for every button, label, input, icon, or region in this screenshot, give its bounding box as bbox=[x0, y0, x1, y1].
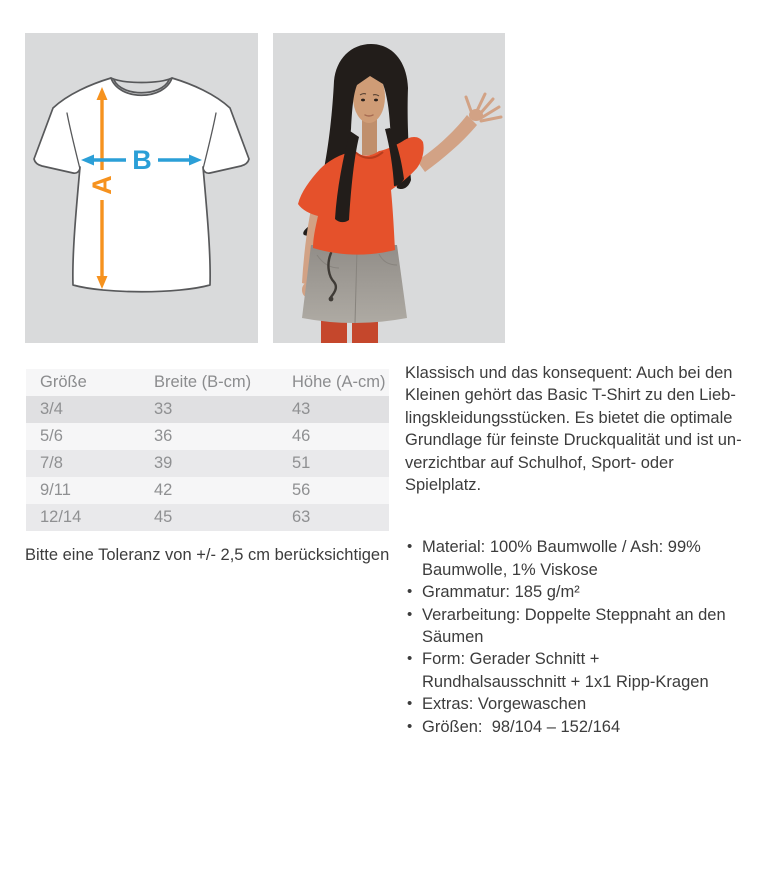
model-denim-skirt bbox=[302, 245, 407, 323]
tshirt-outline-icon bbox=[34, 78, 249, 292]
cell-width: 33 bbox=[154, 400, 173, 418]
column-header-width: Breite (B-cm) bbox=[154, 373, 252, 391]
spec-item-grammatur: • Grammatur: 185 g/m² bbox=[405, 581, 745, 603]
table-row bbox=[26, 477, 389, 504]
table-row bbox=[26, 504, 389, 531]
cell-size: 5/6 bbox=[40, 427, 63, 445]
cell-width: 39 bbox=[154, 454, 173, 472]
product-spec-list bbox=[405, 536, 745, 738]
cell-height: 46 bbox=[292, 427, 311, 445]
spec-item-form: • Form: Gerader Schnitt + Rundhalsausschnitt + 1x1 Ripp-Kragen bbox=[405, 648, 745, 693]
spec-item-material: • Material: 100% Baumwolle / Ash: 99% Baumwolle, 1% Viskose bbox=[405, 536, 745, 581]
model-raised-arm bbox=[417, 94, 501, 172]
cell-height: 56 bbox=[292, 481, 311, 499]
cell-size: 12/14 bbox=[40, 508, 82, 526]
cell-height: 63 bbox=[292, 508, 311, 526]
label-a: A bbox=[87, 175, 117, 195]
cell-size: 3/4 bbox=[40, 400, 63, 418]
tshirt-measurement-diagram bbox=[25, 33, 258, 343]
cell-width: 45 bbox=[154, 508, 173, 526]
size-table bbox=[26, 369, 389, 531]
cell-height: 43 bbox=[292, 400, 311, 418]
table-row bbox=[26, 396, 389, 423]
product-description-section bbox=[405, 362, 745, 738]
spec-item-extras: • Extras: Vorgewaschen bbox=[405, 693, 745, 715]
tolerance-note: Bitte eine Toleranz von +/- 2,5 cm berücksichtigen bbox=[25, 546, 390, 564]
label-b: B bbox=[132, 145, 152, 175]
product-description: Klassisch und das konsequent: Auch bei den Kleinen gehört das Basic T-Shirt zu den Lieblingskleidungsstücken. Es bietet die optimale Grundlage für feinste Druckqualität und ist unverzichtbar auf Schulhof, Sport- oder Spielplatz. bbox=[405, 364, 742, 495]
model-photo-girl-orange-tshirt bbox=[273, 33, 505, 343]
cell-size: 9/11 bbox=[40, 481, 71, 499]
table-row bbox=[26, 450, 389, 477]
cell-width: 36 bbox=[154, 427, 173, 445]
spec-item-groessen: • Größen: 98/104 – 152/164 bbox=[405, 716, 745, 738]
table-row bbox=[26, 423, 389, 450]
product-photo-panel[interactable] bbox=[273, 33, 505, 343]
size-table-section bbox=[26, 369, 389, 531]
size-diagram-panel[interactable] bbox=[25, 33, 258, 343]
model-tshirt bbox=[298, 137, 424, 255]
spec-item-verarbeitung: • Verarbeitung: Doppelte Steppnaht an den Säumen bbox=[405, 604, 745, 649]
cell-height: 51 bbox=[292, 454, 311, 472]
size-table-header-row bbox=[26, 369, 389, 396]
column-header-height: Höhe (A-cm) bbox=[292, 373, 386, 391]
cell-width: 42 bbox=[154, 481, 173, 499]
cell-size: 7/8 bbox=[40, 454, 63, 472]
column-header-size: Größe bbox=[40, 373, 87, 391]
